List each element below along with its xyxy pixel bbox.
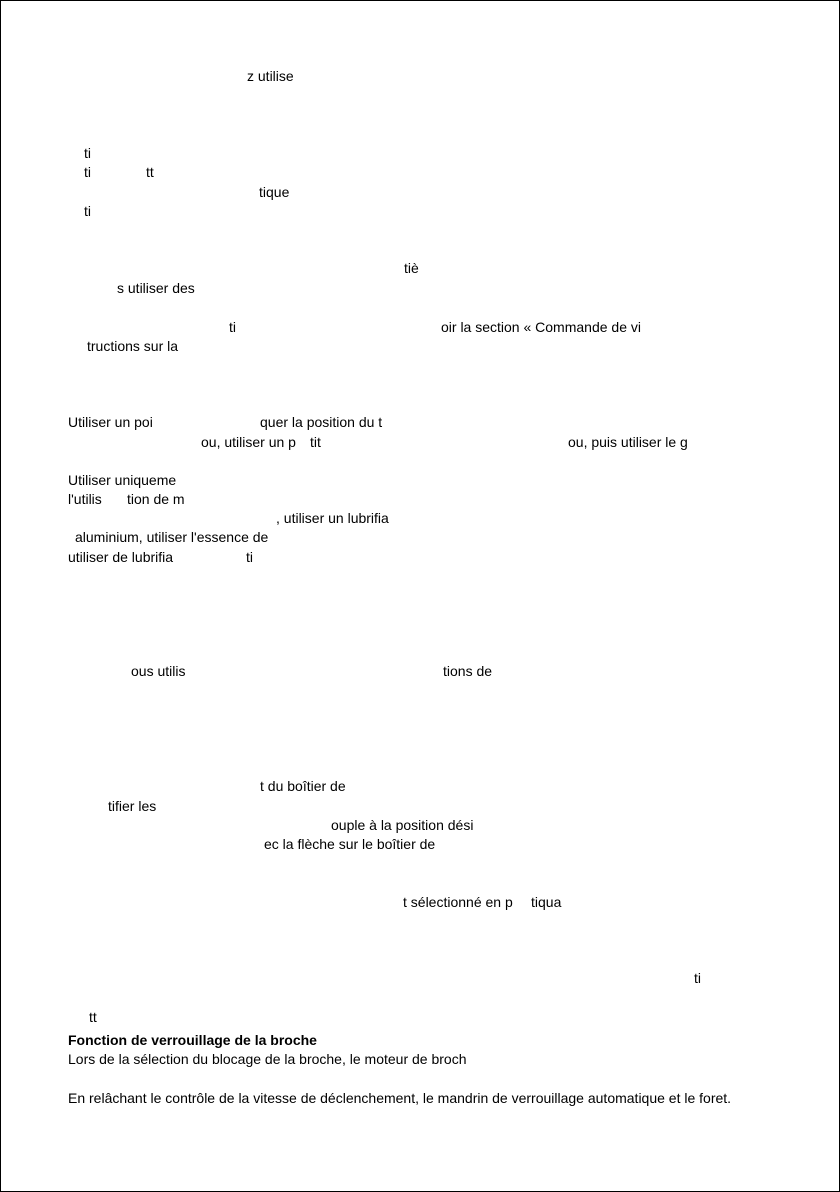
text-fragment: z utilise: [247, 68, 294, 84]
body-text-line: En relâchant le contrôle de la vitesse de déclenchement, le mandrin de verrouillage automatique et le foret.: [68, 1090, 732, 1106]
text-fragment: tiqua: [531, 894, 562, 910]
text-fragment: l'utilis: [68, 491, 102, 507]
text-fragment: ou, utiliser un p: [201, 434, 296, 450]
text-fragment: Utiliser un poi: [68, 414, 153, 430]
text-fragment: ti: [84, 145, 91, 161]
text-fragment: quer la position du t: [260, 414, 383, 430]
text-fragment: ti: [84, 203, 91, 219]
text-fragment: ouple à la position dési: [331, 817, 474, 833]
text-fragment: ti: [246, 549, 253, 565]
text-fragment: ti: [229, 319, 236, 335]
text-fragment: t sélectionné en p: [403, 894, 513, 910]
text-fragment: oir la section « Commande de vi: [441, 319, 641, 335]
text-fragment: t du boîtier de: [260, 778, 346, 794]
text-fragment: tt: [146, 164, 154, 180]
text-fragment: tions de: [443, 663, 493, 679]
text-fragment: ous utilis: [131, 663, 186, 679]
text-fragment: tique: [259, 184, 290, 200]
text-fragment: utiliser de lubrifia: [68, 549, 174, 565]
text-fragment: tt: [89, 1009, 97, 1025]
text-fragment: Utiliser uniqueme: [68, 472, 177, 488]
text-fragment: ti: [694, 970, 701, 986]
text-fragment: tifier les: [108, 798, 157, 814]
text-fragment: ti: [84, 164, 91, 180]
body-text-line: Lors de la sélection du blocage de la broche, le moteur de broch: [68, 1051, 467, 1067]
text-fragment: s utiliser des: [117, 280, 195, 296]
text-fragment: , utiliser un lubrifia: [276, 510, 389, 526]
text-fragment: tit: [310, 434, 321, 450]
text-fragment: tion de m: [127, 491, 185, 507]
text-fragment: tiè: [404, 260, 419, 276]
section-heading: Fonction de verrouillage de la broche: [68, 1032, 317, 1048]
text-fragment: aluminium, utiliser l'essence de: [75, 529, 269, 545]
text-fragment: ou, puis utiliser le g: [568, 434, 688, 450]
text-fragment: tructions sur la: [87, 338, 179, 354]
text-fragment: ec la flèche sur le boîtier de: [264, 836, 436, 852]
